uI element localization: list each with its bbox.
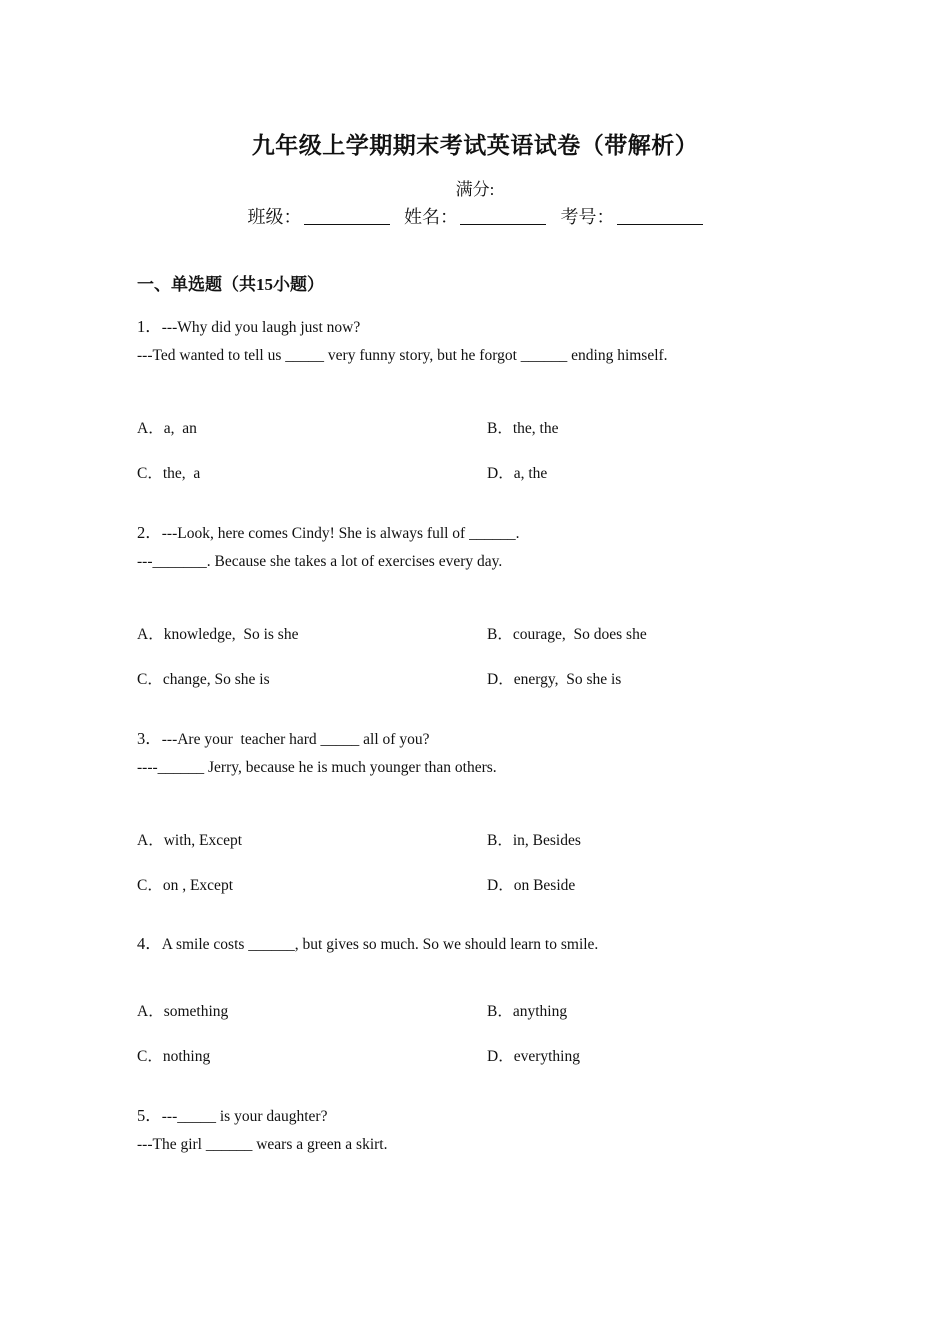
- question-number: 2．: [137, 523, 162, 542]
- option-c[interactable]: C．change, So she is: [137, 671, 270, 688]
- question-text: ---Look, here comes Cindy! She is always full of ______.: [161, 525, 520, 542]
- option-d[interactable]: D．everything: [487, 1048, 580, 1065]
- id-blank: [617, 206, 703, 225]
- option-c[interactable]: C．the, a: [137, 465, 201, 482]
- option-b[interactable]: B．courage, So does she: [487, 626, 647, 643]
- question-text-line2: ---Ted wanted to tell us _____ very funny story, but he forgot ______ ending himself.: [137, 347, 668, 364]
- option-c[interactable]: C．on , Except: [137, 877, 233, 894]
- question-text: ---_____ is your daughter?: [161, 1108, 328, 1125]
- option-a[interactable]: A．something: [137, 1003, 229, 1020]
- question-3: [137, 725, 429, 749]
- question-text-line2: ---The girl ______ wears a green a skirt.: [137, 1136, 388, 1153]
- name-label: 姓名：: [404, 207, 458, 227]
- page-title: 九年级上学期期末考试英语试卷（带解析）: [251, 133, 699, 158]
- name-blank: [460, 206, 546, 225]
- option-a[interactable]: A．with, Except: [137, 832, 243, 849]
- question-text-line2: ---_______. Because she takes a lot of exercises every day.: [137, 553, 503, 570]
- section-title: 一、单选题（共15小题）: [137, 275, 324, 294]
- question-4: [137, 930, 598, 954]
- option-d[interactable]: D．a, the: [487, 465, 548, 482]
- option-d[interactable]: D．on Beside: [487, 877, 576, 894]
- question-number: 5．: [137, 1106, 162, 1125]
- question-text: ---Why did you laugh just now?: [161, 319, 361, 336]
- option-b[interactable]: B．anything: [487, 1003, 568, 1020]
- option-a[interactable]: A．knowledge, So is she: [137, 626, 299, 643]
- option-a[interactable]: A．a, an: [137, 420, 197, 437]
- class-label: 班级：: [247, 207, 302, 227]
- question-text-line2: ----______ Jerry, because he is much younger than others.: [137, 759, 497, 776]
- question-2: [137, 519, 519, 543]
- question-number: 3．: [137, 729, 162, 748]
- question-number: 4．: [137, 934, 162, 953]
- question-5: [137, 1102, 327, 1126]
- option-c[interactable]: C．nothing: [137, 1048, 211, 1065]
- question-text: ---Are your teacher hard _____ all of you?: [161, 731, 430, 748]
- score-label: 满分:: [455, 180, 495, 199]
- question-text: A smile costs ______, but gives so much. So we should learn to smile.: [161, 936, 599, 953]
- option-b[interactable]: B．in, Besides: [487, 832, 581, 849]
- class-blank: [304, 206, 390, 225]
- question-1: [137, 313, 360, 337]
- id-label: 考号：: [560, 207, 615, 227]
- question-number: 1．: [137, 317, 162, 336]
- option-d[interactable]: D．energy, So she is: [487, 671, 622, 688]
- student-info-row: [0, 203, 950, 229]
- option-b[interactable]: B．the, the: [487, 420, 559, 437]
